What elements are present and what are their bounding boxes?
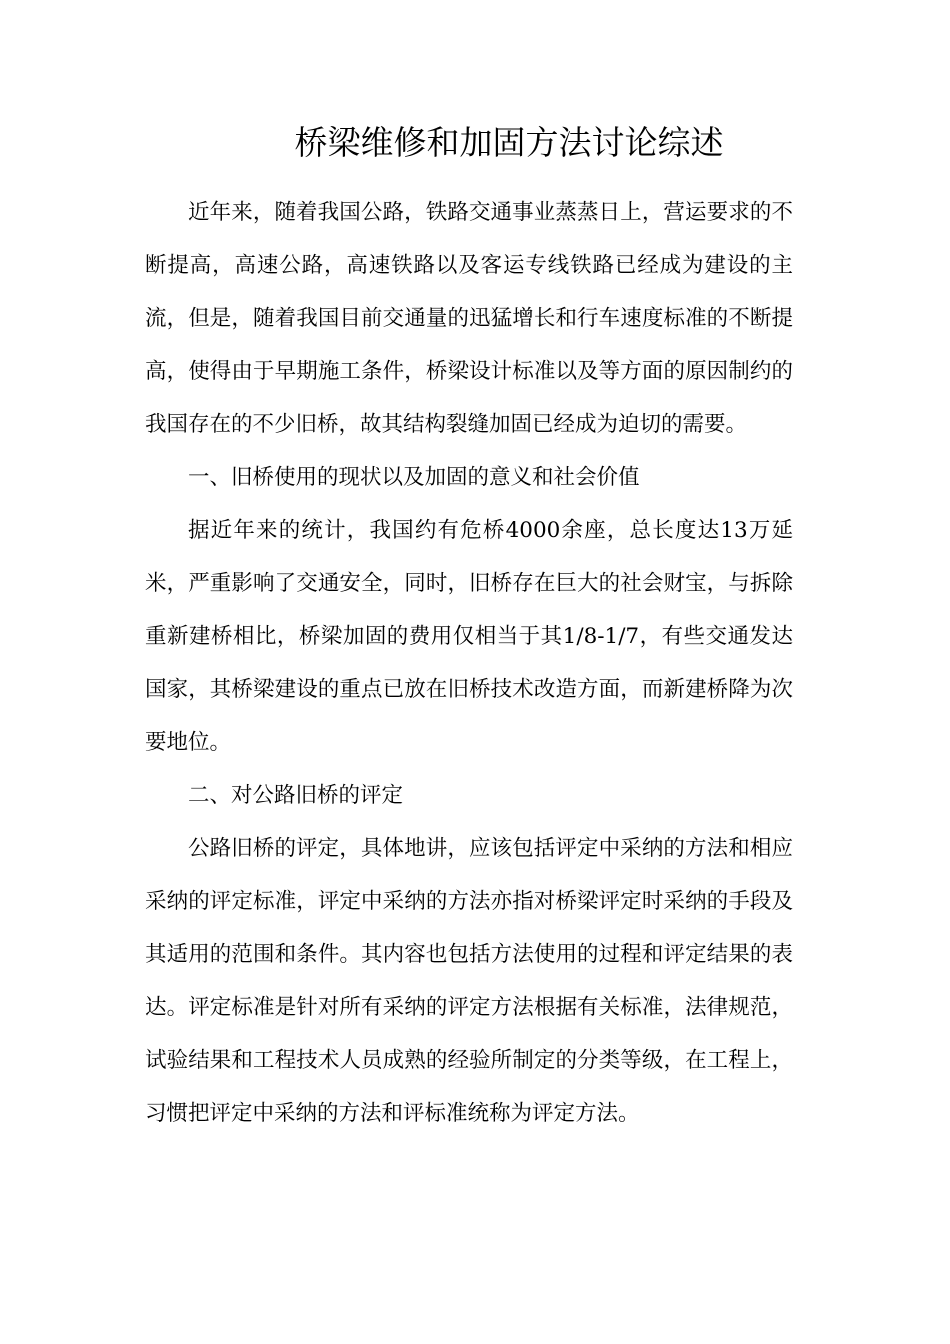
paragraph-intro: 近年来，随着我国公路，铁路交通事业蒸蒸日上，营运要求的不断提高，高速公路，高速铁路以及客运专线铁路已经成为建设的主流，但是，随着我国目前交通量的迅猛增长和行车速度标准的不断提高，使得由于早期施工条件，桥梁设计标准以及等方面的原因制约的我国存在的不少旧桥，故其结构裂缝加固已经成为迫切的需要。 [145,200,793,437]
paragraph-section-1: 据近年来的统计，我国约有危桥4000余座，总长度达13万延米，严重影响了交通安全，同时，旧桥存在巨大的社会财宝，与拆除重新建桥相比，桥梁加固的费用仅相当于其1/8-1/7，有些交通发达国家，其桥梁建设的重点已放在旧桥技术改造方面，而新建桥降为次要地位。 [145,518,793,755]
document-body [145,186,793,1140]
document-title: 桥梁维修和加固方法讨论综述 [294,123,724,162]
section-heading-1: 一、旧桥使用的现状以及加固的意义和社会价值 [188,465,640,490]
section-heading-2: 二、对公路旧桥的评定 [188,783,404,808]
paragraph-section-2: 公路旧桥的评定，具体地讲，应该包括评定中采纳的方法和相应采纳的评定标准，评定中采纳的方法亦指对桥梁评定时采纳的手段及其适用的范围和条件。其内容也包括方法使用的过程和评定结果的表达。评定标准是针对所有采纳的评定方法根据有关标准，法律规范，试验结果和工程技术人员成熟的经验所制定的分类等级，在工程上，习惯把评定中采纳的方法和评标准统称为评定方法。 [145,836,793,1126]
